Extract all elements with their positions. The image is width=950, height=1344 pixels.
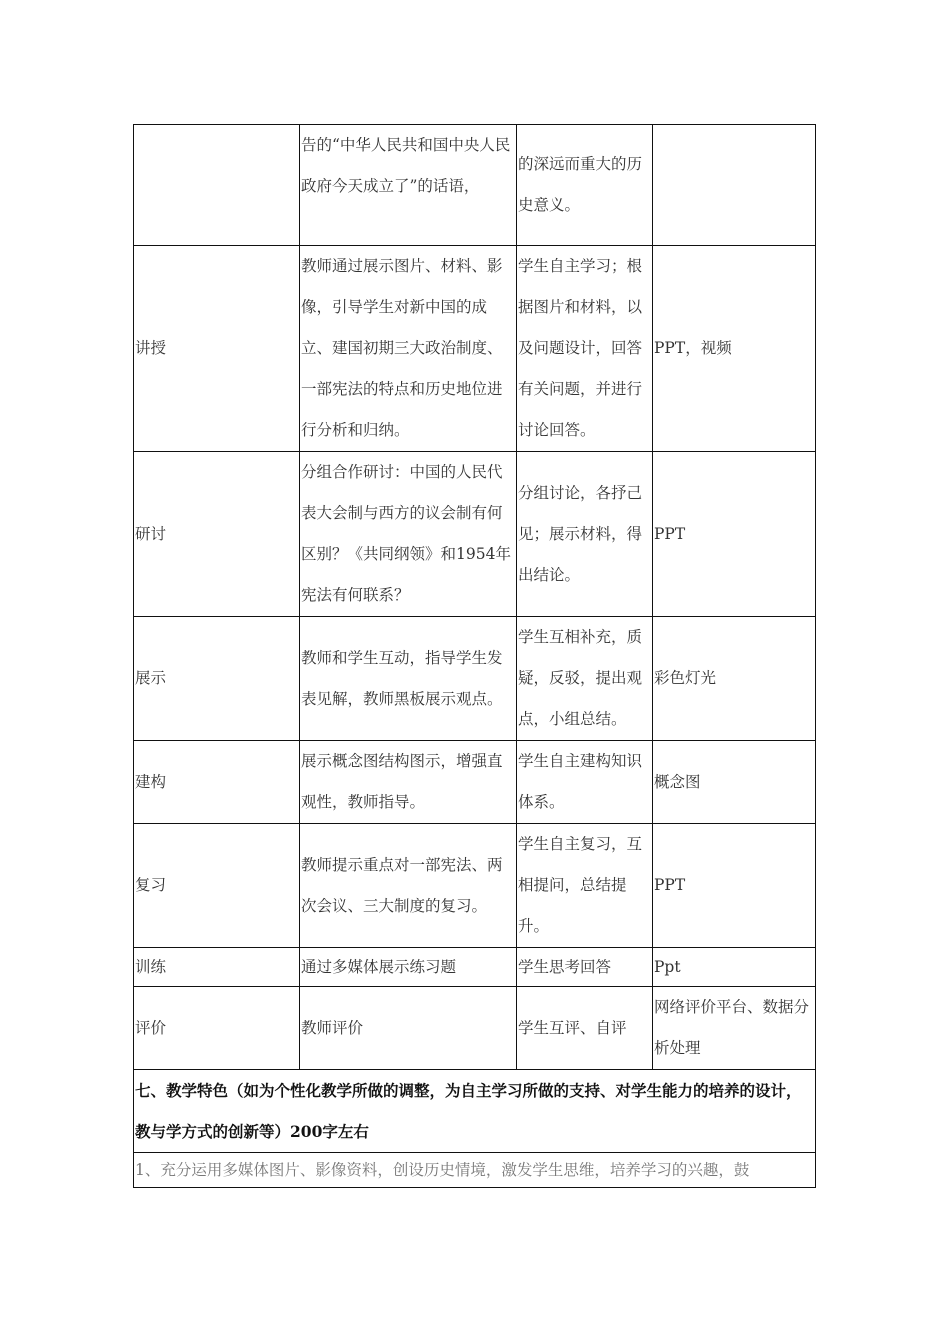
teacher-activity-cell: 告的“中华人民共和国中央人民政府今天成立了”的话语， — [300, 125, 517, 246]
media-cell: PPT，视频 — [653, 246, 816, 452]
student-activity-cell: 分组讨论，各抒己见；展示材料，得出结论。 — [517, 452, 653, 617]
table-row — [134, 125, 816, 246]
teacher-activity-cell: 分组合作研讨：中国的人民代表大会制与西方的议会制有何区别？《共同纲领》和1954年宪法有何联系？ — [300, 452, 517, 617]
features-heading: 七、教学特色（如为个性化教学所做的调整，为自主学习所做的支持、对学生能力的培养的设计，教与学方式的创新等）200字左右 — [134, 1070, 816, 1153]
table-row — [134, 452, 816, 617]
student-activity-cell: 学生互相补充，质疑，反驳，提出观点，小组总结。 — [517, 617, 653, 741]
media-cell: PPT — [653, 452, 816, 617]
table-row — [134, 246, 816, 452]
stage-cell: 训练 — [134, 948, 300, 987]
stage-cell: 建构 — [134, 741, 300, 824]
student-activity-cell: 的深远而重大的历史意义。 — [517, 125, 653, 246]
features-heading-row — [134, 1070, 816, 1153]
student-activity-cell: 学生自主建构知识体系。 — [517, 741, 653, 824]
student-activity-cell: 学生互评、自评 — [517, 987, 653, 1070]
teacher-activity-cell: 教师提示重点对一部宪法、两次会议、三大制度的复习。 — [300, 824, 517, 948]
table-row — [134, 617, 816, 741]
lesson-plan-table — [133, 124, 816, 1188]
teacher-activity-cell: 教师通过展示图片、材料、影像，引导学生对新中国的成立、建国初期三大政治制度、一部宪法的特点和历史地位进行分析和归纳。 — [300, 246, 517, 452]
table-row — [134, 948, 816, 987]
media-cell: 彩色灯光 — [653, 617, 816, 741]
stage-cell: 评价 — [134, 987, 300, 1070]
teacher-activity-cell: 教师评价 — [300, 987, 517, 1070]
teacher-activity-cell: 展示概念图结构图示，增强直观性，教师指导。 — [300, 741, 517, 824]
table-row — [134, 824, 816, 948]
media-cell: 网络评价平台、数据分析处理 — [653, 987, 816, 1070]
teacher-activity-cell: 教师和学生互动，指导学生发表见解，教师黑板展示观点。 — [300, 617, 517, 741]
media-cell: 概念图 — [653, 741, 816, 824]
media-cell — [653, 125, 816, 246]
stage-cell: 展示 — [134, 617, 300, 741]
student-activity-cell: 学生自主复习，互相提问，总结提升。 — [517, 824, 653, 948]
features-text-row — [134, 1153, 816, 1188]
teacher-activity-cell: 通过多媒体展示练习题 — [300, 948, 517, 987]
media-cell: Ppt — [653, 948, 816, 987]
student-activity-cell: 学生自主学习；根据图片和材料，以及问题设计，回答有关问题，并进行讨论回答。 — [517, 246, 653, 452]
stage-cell: 研讨 — [134, 452, 300, 617]
features-text: 1、充分运用多媒体图片、影像资料，创设历史情境，激发学生思维，培养学习的兴趣，鼓 — [134, 1153, 816, 1188]
stage-cell: 讲授 — [134, 246, 300, 452]
table-row — [134, 987, 816, 1070]
student-activity-cell: 学生思考回答 — [517, 948, 653, 987]
stage-cell — [134, 125, 300, 246]
media-cell: PPT — [653, 824, 816, 948]
stage-cell: 复习 — [134, 824, 300, 948]
table-row — [134, 741, 816, 824]
